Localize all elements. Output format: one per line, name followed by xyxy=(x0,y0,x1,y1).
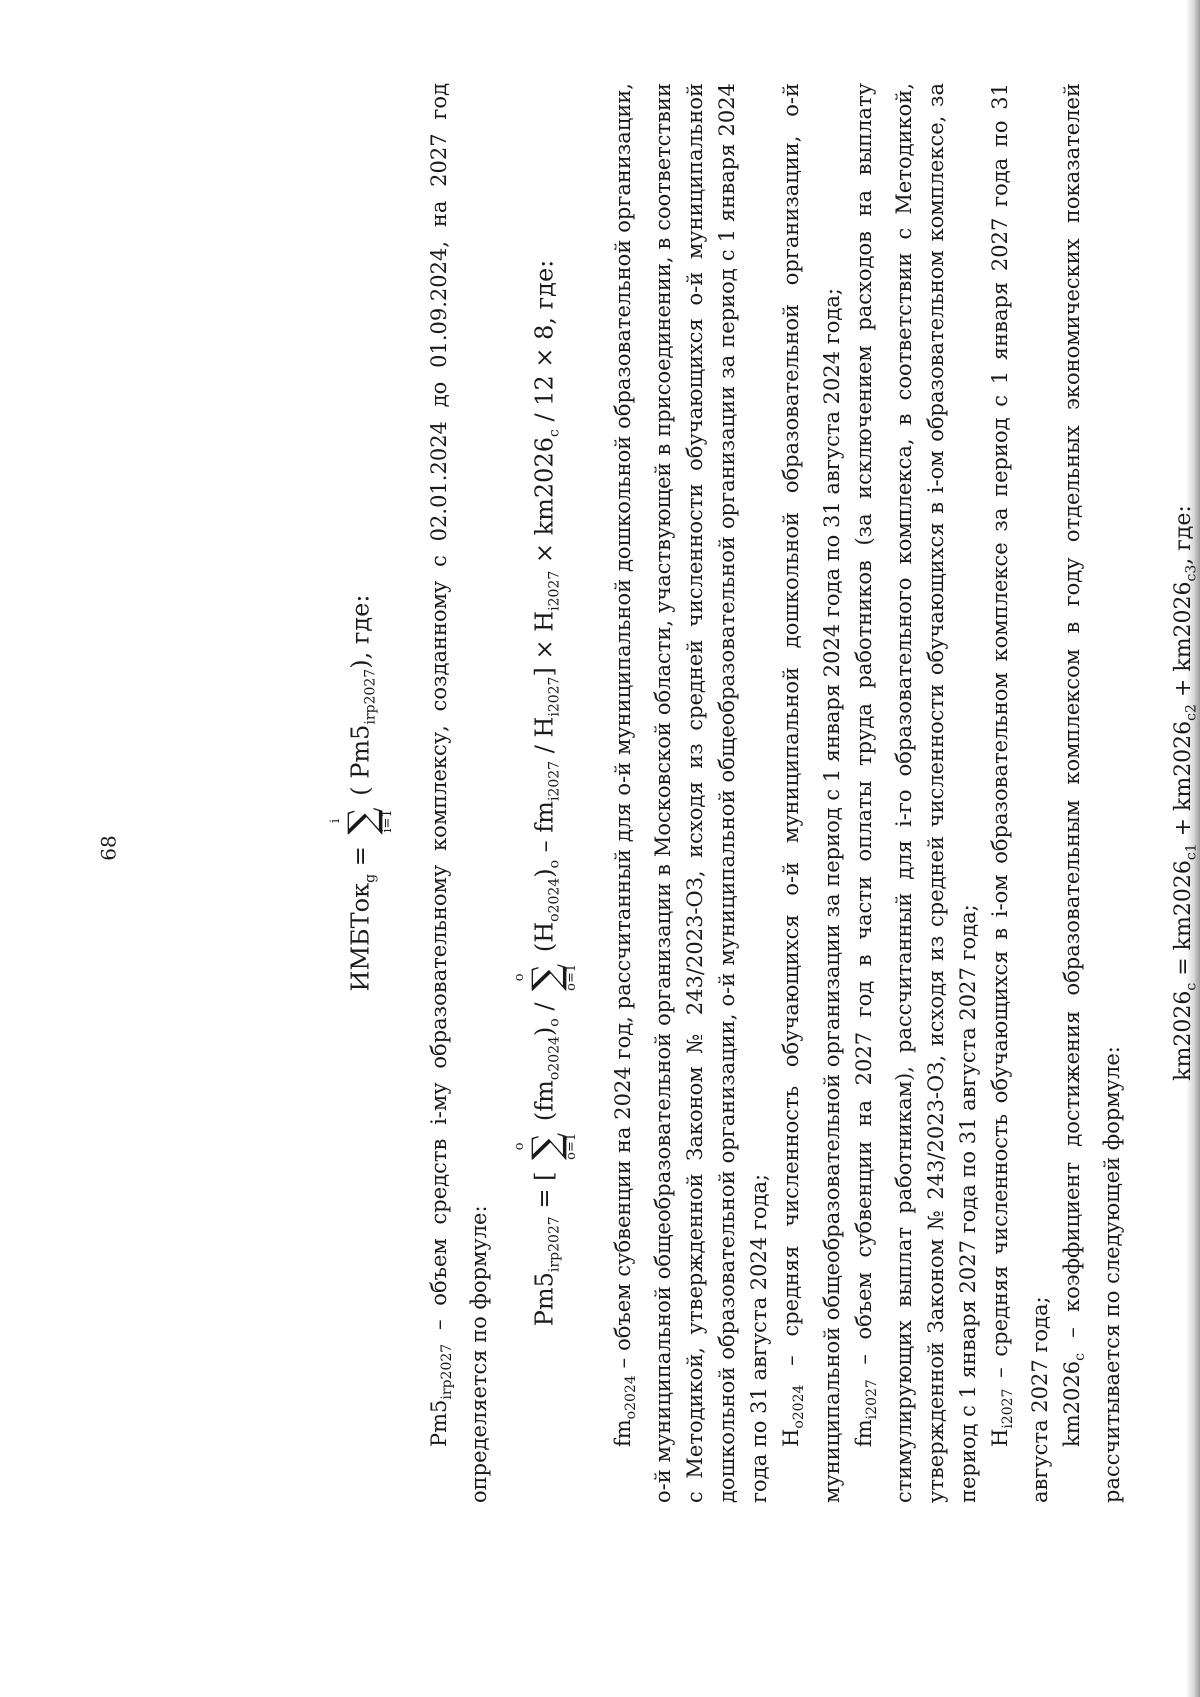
def-symbol-sub: i2027 xyxy=(999,1388,1016,1429)
formula-1-term: ( Pm5 xyxy=(346,724,375,796)
formula-3-plus-1: + km2026 xyxy=(1171,720,1197,844)
sigma-lower-limit: o=1 xyxy=(564,1132,580,1160)
formula-2-slash: / xyxy=(530,994,559,1019)
formula-2-lhs: Pm5 xyxy=(530,1272,559,1327)
formula-2-times: × km2026 xyxy=(530,437,559,571)
formula-2-minus-sub: i2027 xyxy=(546,760,563,802)
sigma-lower-limit: i=1 xyxy=(380,809,395,833)
def-symbol: km2026 xyxy=(1059,1360,1084,1447)
sigma-upper-limit: i xyxy=(328,818,343,824)
formula-1-lhs: ИМБТок xyxy=(346,882,375,992)
sigma-upper-limit: o xyxy=(512,973,528,982)
def-text: – объем субвенции на 2027 год в части оплаты труда работников (за исключением расходов на выплату стимулирующих выплат работникам), рассчитанный для i-го образовательного комплекса, в соответствии с Методикой, утвержденной Законом № 243/2023-ОЗ, исходя из средней численности обучающихся в i-ом образовательном комплексе, за период с 1 января 2027 года по 31 августа 2027 года; xyxy=(851,83,980,1503)
sigma-symbol: ∑ xyxy=(524,963,569,991)
page-content xyxy=(311,83,1200,1503)
formula-3-end: , где: xyxy=(1171,505,1197,565)
sigma-icon xyxy=(513,1133,579,1160)
sigma-icon xyxy=(513,964,579,991)
formula-1-term-sub: irp2027 xyxy=(362,668,379,725)
def-text: – средняя численность обучающихся в i-ом образовательном комплексе за период с 1 января 2027 года по 31 августа 2027 года; xyxy=(987,83,1052,1503)
formula-3-eq: = km2026 xyxy=(1171,860,1197,983)
definition-km2026c xyxy=(1056,83,1128,1503)
def-text: – коэффициент достижения образовательным комплексом в году отдельных экономических показателей рассчитывается по следующей формуле: xyxy=(1059,83,1125,1503)
def-symbol: fm xyxy=(851,1419,876,1447)
def-symbol-sub: o2024 xyxy=(623,1375,640,1420)
formula-3-lhs-sub: c xyxy=(1183,982,1200,991)
page-number: 68 xyxy=(96,835,121,861)
formula-2-times-sub: c xyxy=(546,429,563,438)
sigma-symbol: ∑ xyxy=(524,1132,569,1160)
formula-2-term-1-sub: o2024 xyxy=(546,1036,563,1081)
def-symbol: Н xyxy=(779,1428,804,1447)
formula-2-eq: = [ xyxy=(530,1171,559,1217)
formula-2-term-2-tail: o xyxy=(546,859,563,869)
formula-2-lhs-sub: irp2027 xyxy=(546,1216,563,1273)
para-1-symbol: Pm5 xyxy=(427,1399,451,1447)
formula-3-a-sub: c1 xyxy=(1183,843,1200,861)
formula-2-term-1-close: ) xyxy=(530,1026,559,1037)
definition-fm-i2027 xyxy=(848,83,984,1503)
formula-2-term-2-close: ) xyxy=(530,868,559,878)
formula-3-lhs: km2026 xyxy=(1171,990,1197,1081)
sigma-icon xyxy=(329,807,395,834)
para-1-symbol-sub: irp2027 xyxy=(439,1343,456,1400)
definition-fm-o2024 xyxy=(607,83,775,1503)
formula-km2026 xyxy=(1168,83,1200,1503)
sigma-upper-limit: o xyxy=(512,1142,528,1151)
formula-1-lhs-sub: g xyxy=(362,873,379,883)
formula-3-b-sub: c2 xyxy=(1183,704,1200,721)
def-symbol: fm xyxy=(611,1419,636,1447)
formula-2-term-1: (fm xyxy=(530,1080,559,1122)
sigma-symbol: ∑ xyxy=(340,807,384,835)
formula-2-term-2-sub: o2024 xyxy=(546,877,563,922)
formula-1-close: ), где: xyxy=(346,594,375,669)
sigma-lower-limit: o=1 xyxy=(564,963,580,991)
def-symbol-sub: o2024 xyxy=(791,1384,808,1429)
paragraph-pm5-definition xyxy=(423,83,495,1503)
formula-2-bracket: ] × Н xyxy=(530,610,559,677)
def-text: – объем субвенции на 2024 год, рассчитанный для о-й муниципальной дошкольной образовательной организации, о-й муниципальной общеобразовательной организации в Московской области, участвующей в присоединении, в соответствии с Методикой, утвержденной Законом № 243/2023-ОЗ, исходя из средней численности обучающихся о-й муниципальной дошкольной образовательной организации, о-й муниципальной общеобразовательной организации за период с 1 января 2024 года по 31 августа 2024 года; xyxy=(611,83,772,1503)
formula-2-term-2: (Н xyxy=(530,921,559,953)
page-body-orientation xyxy=(311,83,1200,1503)
formula-2-div-sub: i2027 xyxy=(546,676,563,717)
formula-2-term-1-tail: o xyxy=(546,1018,563,1027)
def-symbol-sub: c xyxy=(1072,1353,1089,1361)
formula-1-eq: = xyxy=(346,838,375,874)
def-text: – средняя численность обучающихся о-й муниципальной дошкольной образовательной организации, о-й муниципальной общеобразовательной организации за период с 1 января 2024 года по 31 августа 2024 года; xyxy=(779,83,844,1503)
def-symbol: Н xyxy=(987,1428,1012,1447)
formula-2-bracket-sub: i2027 xyxy=(546,570,563,611)
formula-3-c-sub: c3 xyxy=(1183,564,1200,582)
formula-2-minus: – fm xyxy=(530,801,559,860)
formula-pm5 xyxy=(513,83,579,1503)
para-1-text: – объем средств i-му образовательному комплексу, созданному с 02.01.2024 до 01.09.2024, на 2027 год определяется по формуле: xyxy=(427,83,492,1503)
formula-2-div: / Н xyxy=(530,716,559,761)
definition-n-o2024 xyxy=(775,83,847,1503)
formula-imbt xyxy=(329,83,395,1503)
definition-n-i2027 xyxy=(984,83,1056,1503)
formula-3-plus-2: + km2026 xyxy=(1171,581,1197,705)
rotated-page-body xyxy=(311,83,1200,1503)
formula-2-end: / 12 × 8, где: xyxy=(530,259,559,430)
def-symbol-sub: i2027 xyxy=(863,1379,880,1420)
